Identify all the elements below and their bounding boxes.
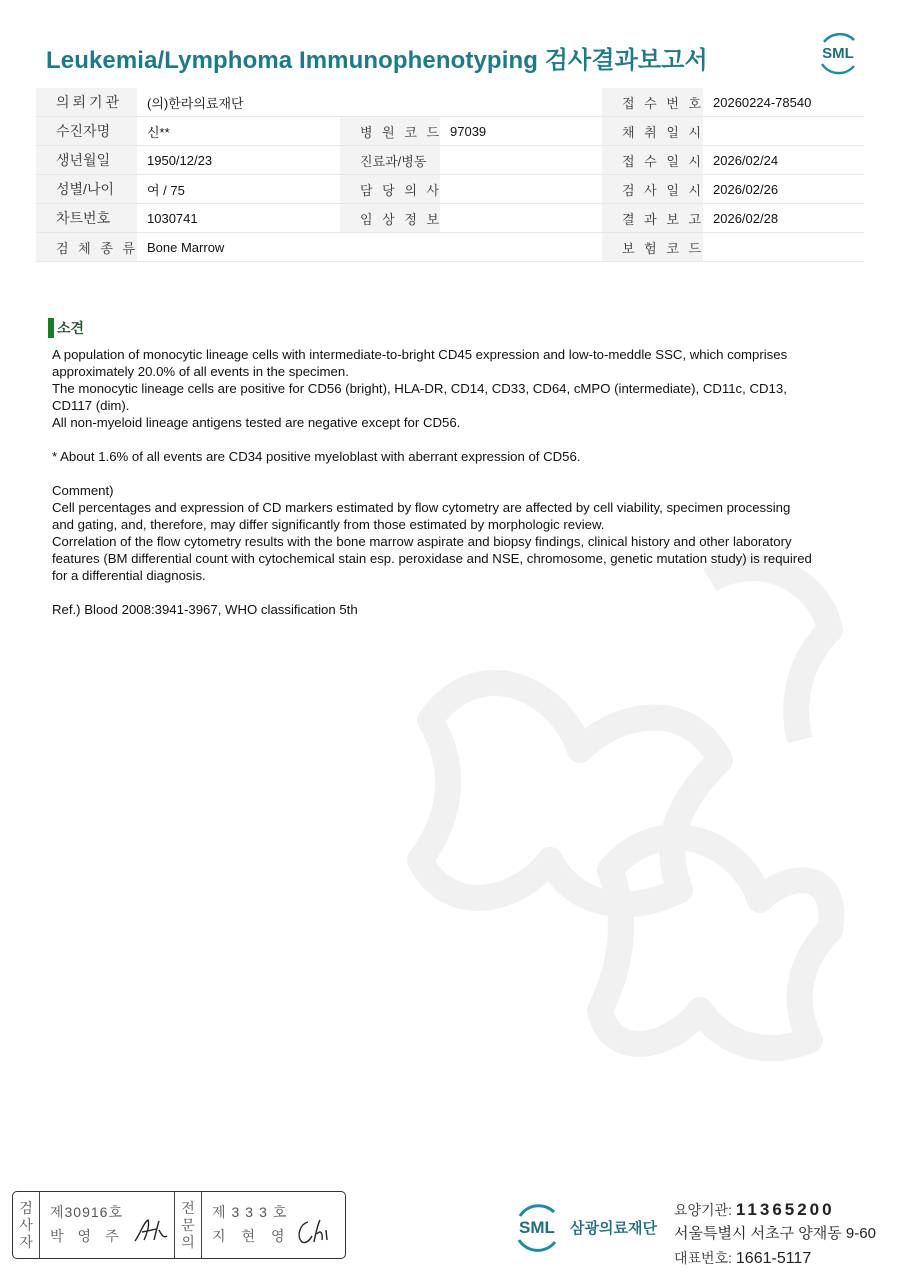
info-row xyxy=(36,146,864,175)
birth-value: 1950/12/23 xyxy=(137,146,340,175)
findings-body xyxy=(52,346,812,618)
section-bar-icon xyxy=(48,318,54,338)
specialist-cell xyxy=(202,1192,336,1258)
department-label: 진료과/병동 xyxy=(340,146,440,175)
findings-heading xyxy=(48,318,84,338)
receipt-date-value: 2026/02/24 xyxy=(703,146,864,175)
chart-no-value: 1030741 xyxy=(137,204,340,233)
info-row xyxy=(36,88,864,117)
findings-paragraph: All non-myeloid lineage antigens tested are negative except for CD56. xyxy=(52,415,461,430)
institution-label: 의뢰기관 xyxy=(36,88,137,117)
institution-value: (의)한라의료재단 xyxy=(137,88,602,117)
patient-info-table xyxy=(36,88,864,262)
institution-code-line: 요양기관: 11365200 xyxy=(674,1200,835,1219)
sml-logo-icon xyxy=(510,1200,564,1254)
examiner-name: 박영주 xyxy=(50,1228,133,1244)
doctor-value xyxy=(440,175,602,204)
signature-box xyxy=(12,1191,346,1259)
birth-label: 생년월일 xyxy=(36,146,137,175)
info-row xyxy=(36,175,864,204)
examiner-label: 검 사 자 xyxy=(13,1192,40,1258)
specialist-license: 제333호 xyxy=(212,1204,293,1220)
sml-logo-icon xyxy=(814,30,862,76)
clinical-value xyxy=(440,204,602,233)
report-date-label: 결 과 보 고 xyxy=(602,204,703,233)
svg-text:SML: SML xyxy=(822,45,854,62)
receipt-no-value: 20260224-78540 xyxy=(703,88,864,117)
reference: Ref.) Blood 2008:3941-3967, WHO classification 5th xyxy=(52,602,358,617)
insurance-label: 보 험 코 드 xyxy=(602,233,703,262)
findings-paragraph: * About 1.6% of all events are CD34 positive myeloblast with aberrant expression of CD56. xyxy=(52,449,581,464)
specimen-label: 검 체 종 류 xyxy=(36,233,137,262)
phone-number: 1661-5117 xyxy=(735,1250,812,1267)
info-row xyxy=(36,233,864,262)
insurance-value xyxy=(703,233,864,262)
hospital-code-label: 병 원 코 드 xyxy=(340,117,440,146)
receipt-date-label: 접 수 일 시 xyxy=(602,146,703,175)
findings-heading-text: 소견 xyxy=(57,320,85,336)
findings-paragraph: The monocytic lineage cells are positive for CD56 (bright), HLA-DR, CD14, CD33, CD64, cMPO (intermediate), CD11c, CD13, CD117 (dim). xyxy=(52,381,787,413)
specialist-signature-icon xyxy=(294,1216,332,1246)
findings-paragraph: A population of monocytic lineage cells with intermediate-to-bright CD45 expression and low-to-meddle SSC, which comprises approximately 20.0% of all events in the specimen. xyxy=(52,347,788,379)
organization-name: 삼광의료재단 xyxy=(570,1219,657,1237)
hospital-code-value: 97039 xyxy=(440,117,602,146)
sex-age-value: 여 / 75 xyxy=(137,175,340,204)
phone-line: 대표번호: 1661-5117 xyxy=(674,1250,812,1267)
department-value xyxy=(440,146,602,175)
watermark-cross-graphic xyxy=(360,540,860,1080)
collection-date-value xyxy=(703,117,864,146)
doctor-label: 담 당 의 사 xyxy=(340,175,440,204)
sex-age-label: 성별/나이 xyxy=(36,175,137,204)
info-row xyxy=(36,204,864,233)
collection-date-label: 채 취 일 시 xyxy=(602,117,703,146)
organization-block xyxy=(510,1200,657,1254)
examiner-cell xyxy=(40,1192,174,1258)
specimen-value: Bone Marrow xyxy=(137,233,602,262)
contact-info xyxy=(674,1198,876,1271)
svg-text:SML: SML xyxy=(519,1218,555,1237)
comment-paragraph: Cell percentages and expression of CD markers estimated by flow cytometry are affected by cell viability, specimen processing and gating, and, therefore, may differ significantly from those estimated by morphologic review. xyxy=(52,500,791,532)
examiner-signature-icon xyxy=(132,1216,170,1246)
specialist-name: 지현영 xyxy=(212,1228,301,1244)
comment-label: Comment) xyxy=(52,483,114,498)
comment-paragraph: Correlation of the flow cytometry results with the bone marrow aspirate and biopsy findings, clinical history and other laboratory features (BM differential count with cytochemical stain esp. peroxidase and NSE, chromosome, genetic mutation study) is required for a differential diagnosis. xyxy=(52,534,812,583)
info-row xyxy=(36,117,864,146)
chart-no-label: 차트번호 xyxy=(36,204,137,233)
clinical-label: 임 상 정 보 xyxy=(340,204,440,233)
specialist-label: 전 문 의 xyxy=(174,1192,202,1258)
receipt-no-label: 접 수 번 호 xyxy=(602,88,703,117)
patient-label: 수진자명 xyxy=(36,117,137,146)
test-date-label: 검 사 일 시 xyxy=(602,175,703,204)
test-date-value: 2026/02/26 xyxy=(703,175,864,204)
examiner-license: 제30916호 xyxy=(50,1204,123,1220)
institution-code: 11365200 xyxy=(735,1200,835,1219)
patient-value: 신** xyxy=(137,117,340,146)
report-date-value: 2026/02/28 xyxy=(703,204,864,233)
address: 서울특별시 서초구 양재동 9-60 xyxy=(674,1225,876,1242)
report-title: Leukemia/Lymphoma Immunophenotyping 검사결과보고서 xyxy=(46,47,708,74)
